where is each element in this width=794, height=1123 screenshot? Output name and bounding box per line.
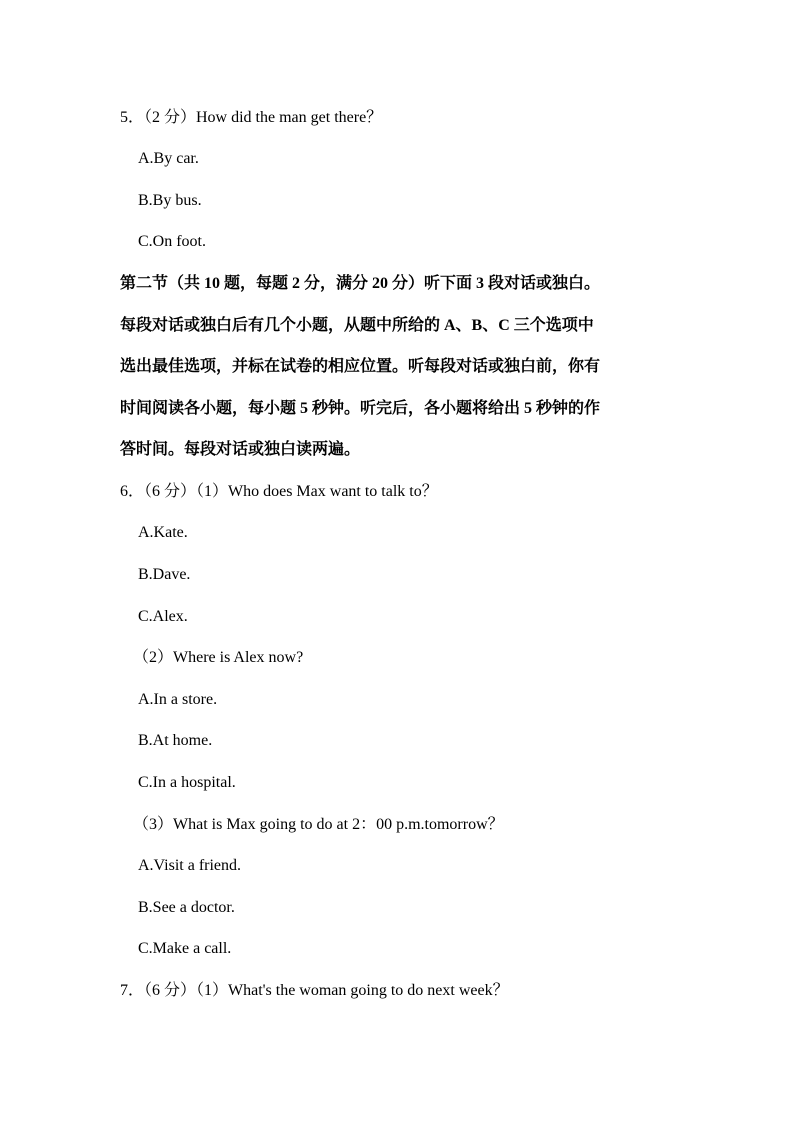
question-6-2-option-c: C.In a hospital.	[138, 774, 236, 791]
section-2-instructions-line-1: 第二节（共 10 题，每题 2 分，满分 20 分）听下面 3 段对话或独白。	[120, 275, 601, 292]
question-6-3-stem: （3）What is Max going to do at 2：00 p.m.tomorrow？	[133, 816, 504, 833]
question-6-3-option-b: B.See a doctor.	[138, 899, 235, 916]
question-6-2-option-b: B.At home.	[138, 732, 213, 749]
section-2-instructions-line-4: 时间阅读各小题，每小题 5 秒钟。听完后，各小题将给出 5 秒钟的作	[120, 400, 601, 417]
question-5-stem: 5．（2 分）How did the man get there？	[120, 109, 383, 126]
question-5-option-b: B.By bus.	[138, 192, 202, 209]
question-5-option-c: C.On foot.	[138, 233, 206, 250]
section-2-instructions-line-5: 答时间。每段对话或独白读两遍。	[120, 441, 361, 458]
question-6-2-stem: （2）Where is Alex now?	[133, 649, 304, 666]
section-2-instructions-line-2: 每段对话或独白后有几个小题，从题中所给的 A、B、C 三个选项中	[120, 317, 594, 334]
question-6-3-option-c: C.Make a call.	[138, 940, 232, 957]
question-6-1-option-a: A.Kate.	[138, 524, 188, 541]
question-6-stem: 6．（6 分）（1）Who does Max want to talk to？	[120, 483, 438, 500]
question-6-2-option-a: A.In a store.	[138, 691, 218, 708]
question-6-3-option-a: A.Visit a friend.	[138, 857, 242, 874]
section-2-instructions-line-3: 选出最佳选项，并标在试卷的相应位置。听每段对话或独白前，你有	[120, 358, 601, 375]
question-6-1-option-b: B.Dave.	[138, 566, 191, 583]
question-5-option-a: A.By car.	[138, 150, 199, 167]
question-7-stem: 7．（6 分）（1）What's the woman going to do next week？	[120, 982, 509, 999]
question-6-1-option-c: C.Alex.	[138, 608, 188, 625]
